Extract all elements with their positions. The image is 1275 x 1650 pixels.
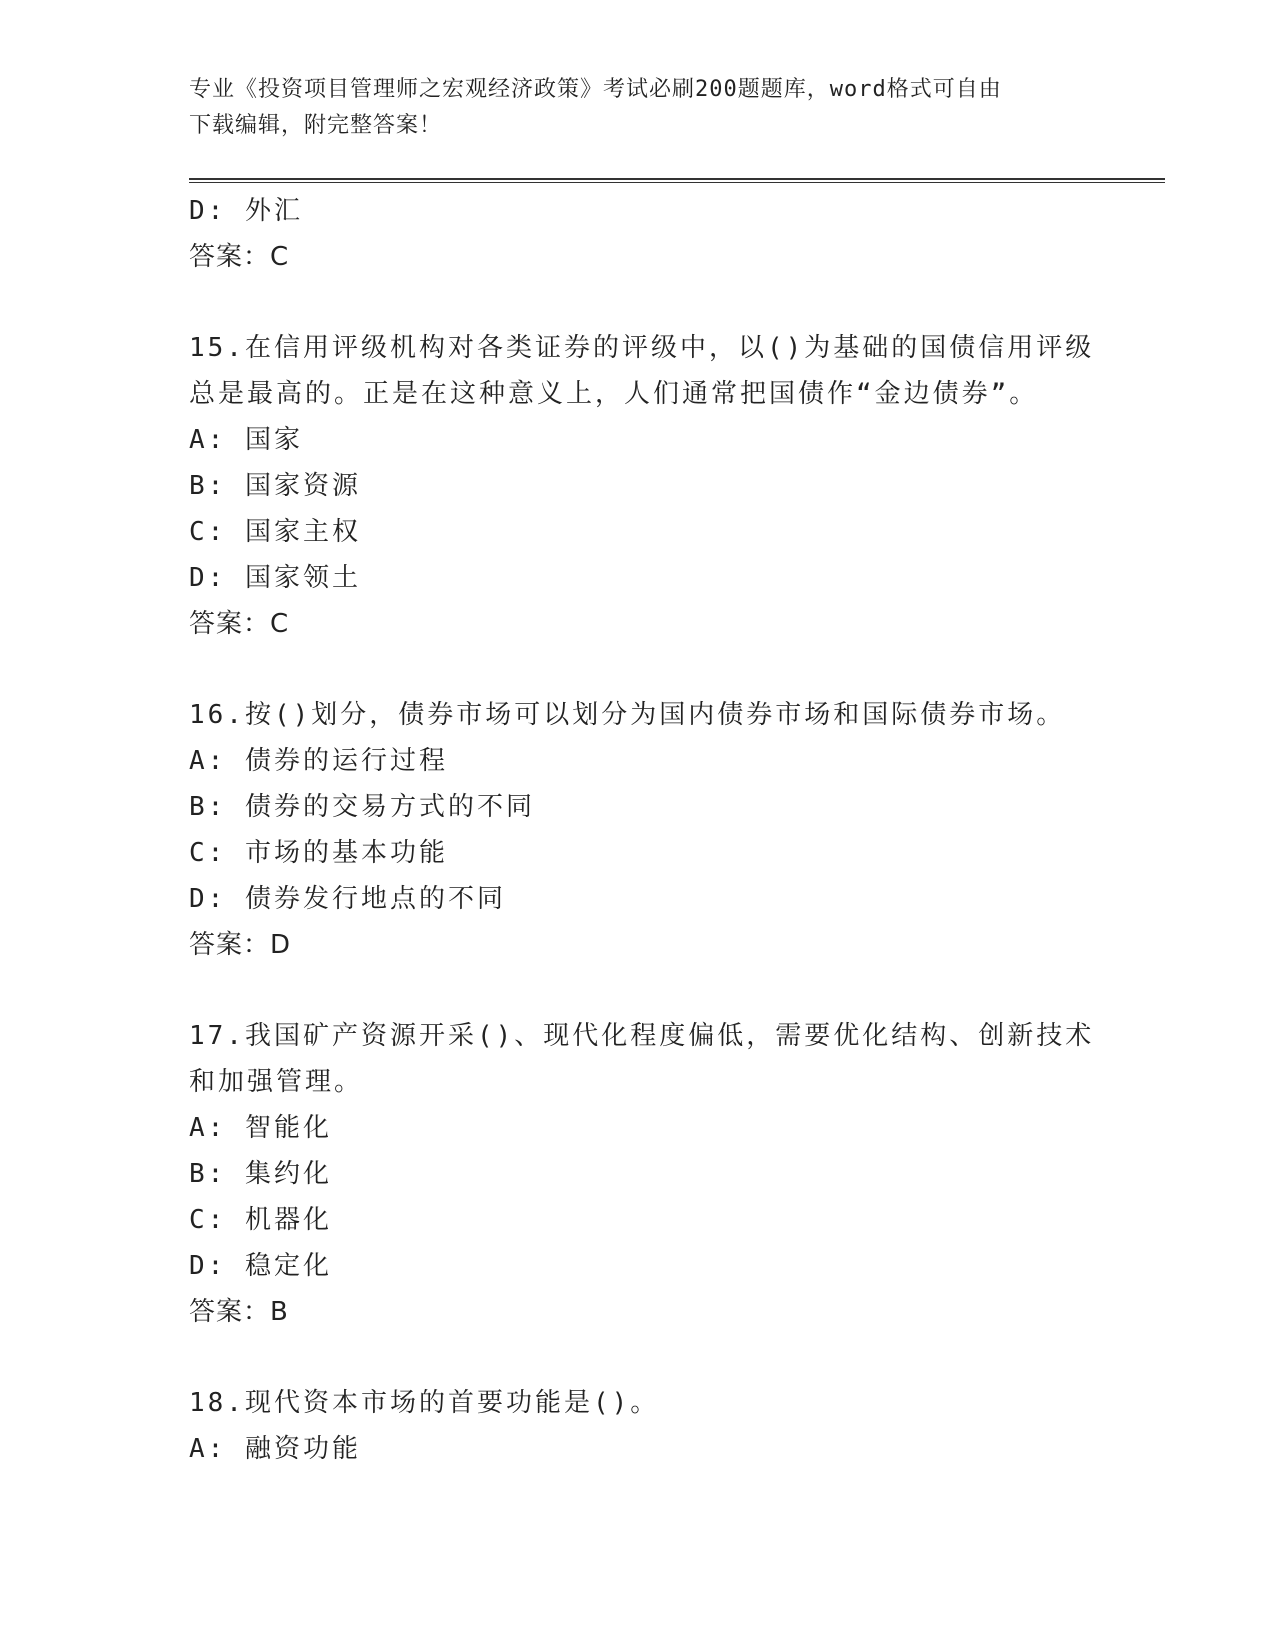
option-c: C: 国家主权	[189, 517, 361, 547]
spacer	[189, 647, 1089, 692]
answer-line: 答案：C	[189, 242, 290, 272]
question-stem: 16.按()划分，债券市场可以划分为国内债券市场和国际债券市场。	[189, 700, 1066, 730]
question-stem: 和加强管理。	[189, 1067, 364, 1097]
question-stem: 17.我国矿产资源开采()、现代化程度偏低，需要优化结构、创新技术	[189, 1021, 1095, 1051]
question-15	[189, 325, 1095, 647]
option-b: B: 国家资源	[189, 471, 361, 501]
question-stem: 15.在信用评级机构对各类证券的评级中，以()为基础的国债信用评级	[189, 333, 1095, 363]
option-c: C: 机器化	[189, 1205, 332, 1235]
option-a: A: 债券的运行过程	[189, 746, 448, 776]
option-a: A: 国家	[189, 425, 303, 455]
option-d: D: 债券发行地点的不同	[189, 884, 506, 914]
option-d: D: 稳定化	[189, 1251, 332, 1281]
option-a: A: 智能化	[189, 1113, 332, 1143]
document-body	[189, 188, 1095, 1472]
spacer	[189, 1335, 1089, 1380]
option-d: D: 外汇	[189, 196, 303, 226]
question-16	[189, 692, 1089, 968]
answer-line: 答案：D	[189, 930, 292, 960]
answer-line: 答案：C	[189, 609, 290, 639]
header-divider	[189, 178, 1165, 183]
question-17	[189, 1013, 1095, 1335]
option-b: B: 集约化	[189, 1159, 332, 1189]
option-d: D: 国家领土	[189, 563, 361, 593]
option-b: B: 债券的交易方式的不同	[189, 792, 535, 822]
option-a: A: 融资功能	[189, 1434, 361, 1464]
question-stem: 18.现代资本市场的首要功能是()。	[189, 1388, 660, 1418]
spacer	[189, 968, 1089, 1013]
question-stem: 总是最高的。正是在这种意义上，人们通常把国债作“金边债券”。	[189, 379, 1039, 409]
spacer	[189, 280, 1089, 325]
header-line-2: 下载编辑，附完整答案！	[189, 113, 443, 138]
answer-line: 答案：B	[189, 1297, 289, 1327]
option-c: C: 市场的基本功能	[189, 838, 448, 868]
question-18	[189, 1380, 1089, 1472]
document-header	[189, 72, 1079, 144]
header-line-1: 专业《投资项目管理师之宏观经济政策》考试必刷200题题库，word格式可自由	[189, 77, 1002, 102]
